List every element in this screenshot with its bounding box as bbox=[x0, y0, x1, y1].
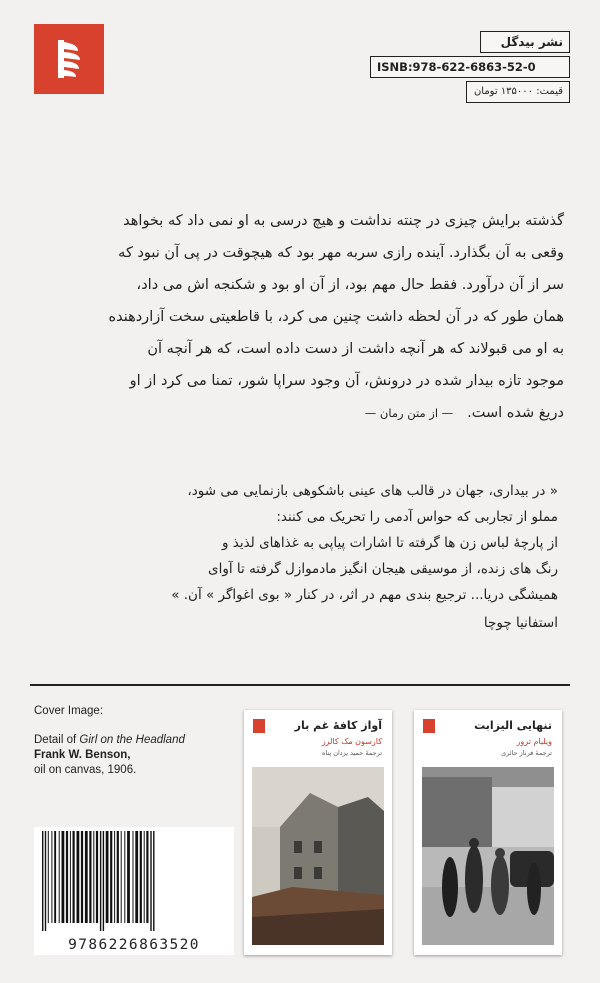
barcode-bar bbox=[48, 831, 49, 923]
excerpt-line: موجود تازه بیدار شده در درونش، آن وجود سراپا شور، تمنا می کرد از او bbox=[129, 373, 564, 389]
barcode-bar bbox=[135, 831, 138, 923]
barcode-bar bbox=[153, 831, 154, 931]
series-badge bbox=[253, 719, 265, 733]
barcode-bar bbox=[150, 831, 151, 931]
barcode-bar bbox=[62, 831, 65, 923]
cover-image-label: Cover Image: bbox=[34, 705, 104, 717]
barcode-bar bbox=[121, 831, 122, 923]
book-title: آواز کافهٔ غم بار bbox=[294, 719, 382, 732]
isbn-barcode bbox=[34, 827, 234, 955]
excerpt-line: همان طور که در آن لحظه داشت چنین می کرد، با قاطعیتی سخت آزاردهنده bbox=[108, 309, 564, 325]
barcode-bar bbox=[73, 831, 75, 923]
quote-line: « در بیداری، جهان در قالب های عینی باشکوهی بازنمایی می شود، bbox=[187, 483, 558, 499]
quote-line: رنگ های زنده، از موسیقی هیجان انگیز مادموازل گرفته تا آوای bbox=[208, 561, 558, 577]
barcode-bar bbox=[51, 831, 52, 923]
related-book-cover bbox=[244, 710, 392, 955]
isbn: ISNB:978-622-6863-52-0 bbox=[370, 56, 570, 78]
excerpt-line: دریغ شده است. bbox=[467, 405, 564, 421]
barcode-bar bbox=[146, 831, 148, 923]
book-translator: ترجمهٔ حمید یزدان پناه bbox=[321, 749, 382, 757]
barcode-bar bbox=[103, 831, 104, 931]
barcode-bar bbox=[89, 831, 91, 923]
quote-author: استفانیا چوچا bbox=[483, 615, 558, 631]
barcode-bar bbox=[66, 831, 68, 923]
street-photo-image bbox=[422, 767, 554, 945]
publisher-info-box bbox=[370, 31, 570, 106]
painting-title: Girl on the Headland bbox=[79, 734, 185, 746]
excerpt-line: به او می قبولاند که هر آنچه داشت از دست داده است، که هر آنچه آن bbox=[147, 341, 564, 357]
barcode-bar bbox=[45, 831, 46, 931]
barcode-bar bbox=[93, 831, 94, 923]
book-author: ویلیام ترور bbox=[516, 737, 552, 746]
barcode-bar bbox=[54, 831, 56, 923]
quote-line: از پارچهٔ لباس زن ها گرفته تا اشارات پیاپی به غذاهای لذیذ و bbox=[221, 535, 558, 551]
quote-line: همیشگی دریا... ترجیع بندی مهم در اثر، در کنار « بوی اغواگر » آن. » bbox=[171, 587, 558, 603]
painting-artist: Frank W. Benson, bbox=[34, 749, 131, 761]
barcode-bar bbox=[85, 831, 88, 923]
cover-detail-line bbox=[34, 733, 214, 748]
barcode-bars bbox=[40, 831, 228, 931]
barcode-bar bbox=[77, 831, 80, 923]
barcode-bar bbox=[70, 831, 71, 923]
barcode-bar bbox=[100, 831, 101, 931]
barcode-bar bbox=[110, 831, 112, 923]
barcode-bar bbox=[140, 831, 142, 923]
series-badge bbox=[423, 719, 435, 733]
excerpt-source: — از متن رمان — bbox=[364, 406, 454, 420]
novel-excerpt bbox=[79, 205, 564, 429]
painting-medium: oil on canvas, 1906. bbox=[34, 764, 137, 776]
price: قیمت: ۱۳۵۰۰۰ تومان bbox=[466, 81, 570, 103]
barcode-bar bbox=[117, 831, 119, 923]
quote-line: مملو از تجاربی که حواس آدمی را تحریک می کنند: bbox=[276, 509, 558, 525]
excerpt-line: وقعی به آن بگذارد. آینده رازی سربه مهر بود که هیچوقت در پی آن نبود که bbox=[118, 245, 564, 261]
divider bbox=[30, 684, 570, 686]
barcode-bar bbox=[96, 831, 98, 923]
barcode-bar bbox=[114, 831, 115, 923]
related-book-cover bbox=[414, 710, 562, 955]
book-title: تنهایی الیزابت bbox=[474, 719, 552, 732]
barcode-bar bbox=[59, 831, 60, 923]
publisher-logo bbox=[34, 24, 104, 94]
critic-quote bbox=[108, 478, 558, 636]
excerpt-line: سر از آن درآورد. فقط حال مهم بود، از آن او بود و شکنجه اش می داد، bbox=[136, 277, 564, 293]
detail-prefix: Detail of bbox=[34, 734, 77, 746]
barcode-bar bbox=[144, 831, 145, 923]
barcode-bar bbox=[106, 831, 109, 923]
publisher-name: نشر بیدگل bbox=[480, 31, 570, 53]
house-painting-image bbox=[252, 767, 384, 945]
book-translator: ترجمهٔ فرناز حائری bbox=[501, 749, 552, 757]
book-author: کارسون مک کالرز bbox=[321, 737, 382, 746]
barcode-bar bbox=[127, 831, 130, 923]
excerpt-line: گذشته برایش چیزی در چنته نداشت و هیچ درسی به او نمی داد که بخواهد bbox=[123, 213, 564, 229]
barcode-bar bbox=[42, 831, 43, 931]
barcode-bar bbox=[124, 831, 125, 923]
barcode-bar bbox=[81, 831, 83, 923]
barcode-digits: 9786226863520 bbox=[68, 937, 200, 953]
barcode-bar bbox=[133, 831, 134, 923]
cover-image-credit bbox=[34, 704, 214, 778]
excerpt-line-last bbox=[79, 397, 564, 429]
